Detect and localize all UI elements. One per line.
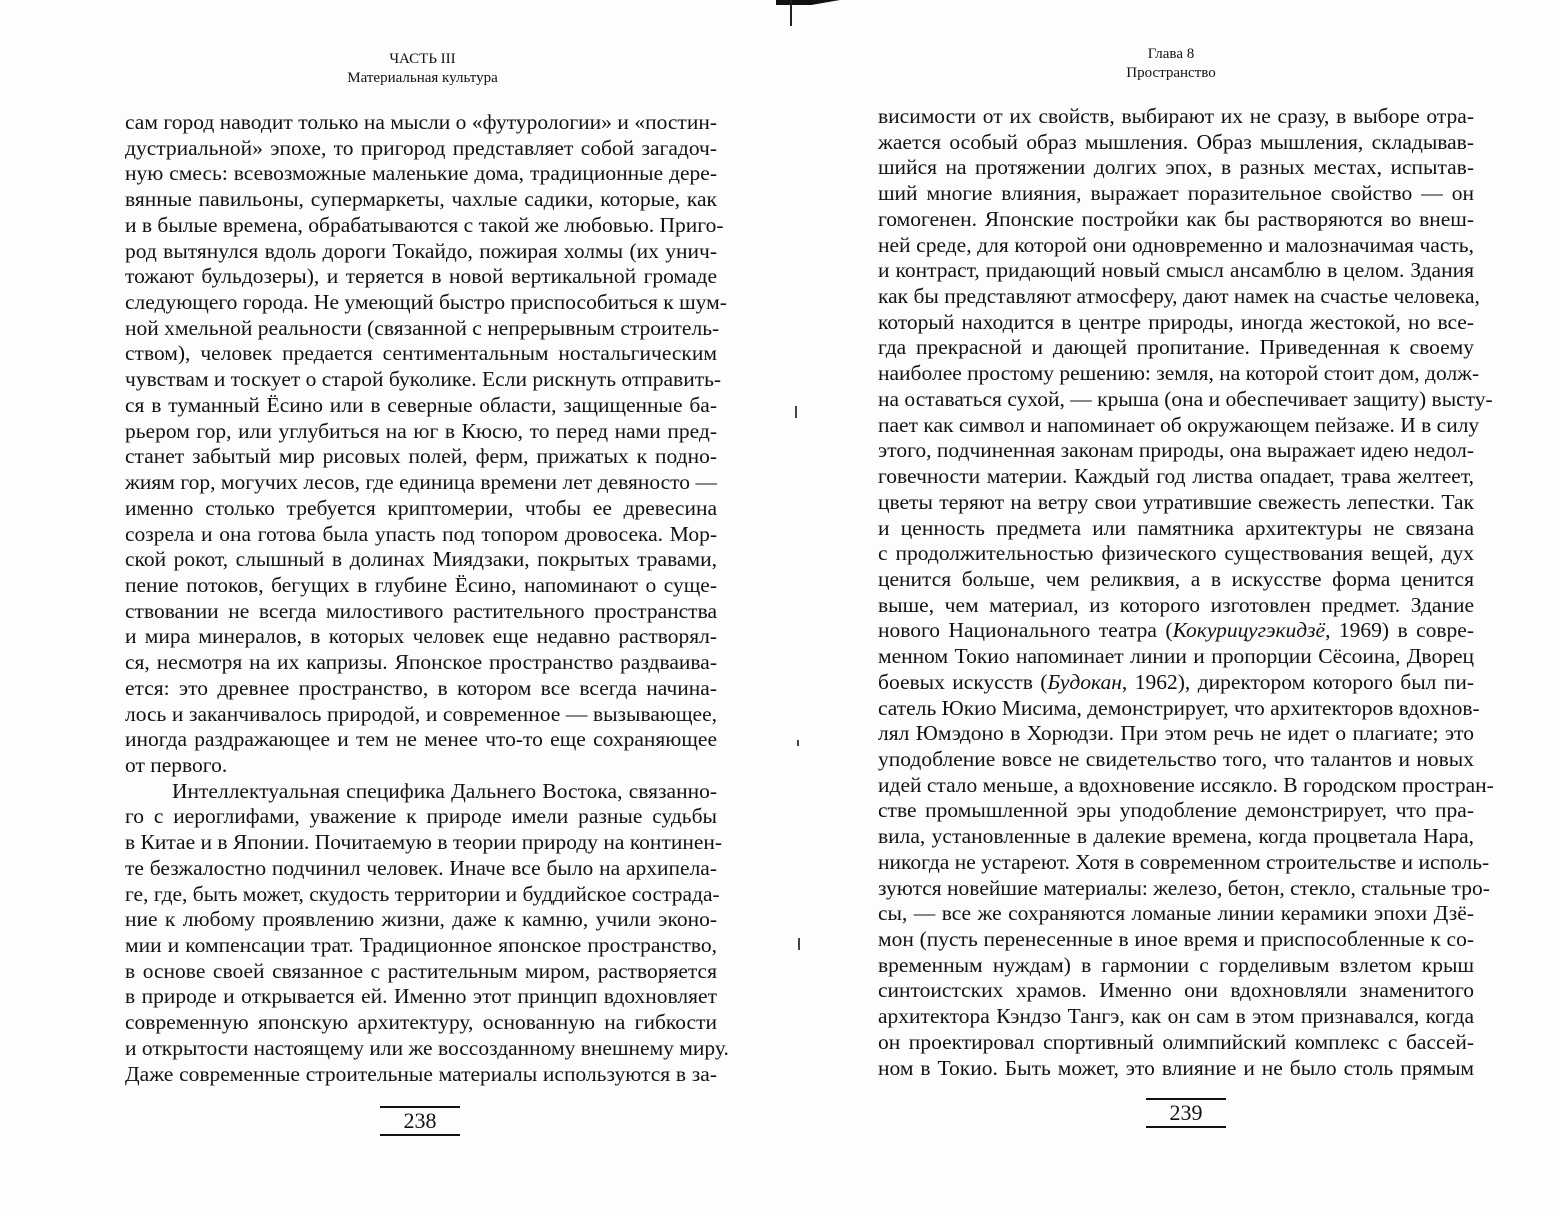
running-head [873,45,1469,83]
text-line: выше, чем материал, из которого изготовлен предмет. Здание [878,592,1474,617]
text-line: и мира минералов, в которых человек еще недавно растворял- [125,624,717,649]
theatre-name: Кокурицугэкидзё [1172,618,1326,643]
text-line: в основе своей связанное с растительным миром, растворяется [125,958,717,983]
right-page [790,0,1560,1209]
text-line: ший многие влияния, выражает поразительное свойство — он [878,181,1474,206]
text-line: как бы представляют атмосферу, дают намек на счастье человека, [878,284,1480,309]
text-line: никогда не устареют. Хотя в современном строительстве и исполь- [878,849,1490,874]
text-line: ценится больше, чем реликвия, а в искусстве форма ценится [878,566,1474,591]
text-line: ной хмельной реальности (связанной с непрерывным строитель- [125,315,720,340]
text-line: те безжалостно подчинил человек. Иначе все было на архипела- [125,855,717,880]
text-line: на оставаться сухой, — крыша (она и обеспечивает защиту) высту- [878,386,1493,411]
text-line: пает как символ и напоминает об окружающем пейзаже. И в силу [878,412,1480,437]
text-line: он проектировал спортивный олимпийский комплекс с бассей- [878,1029,1474,1054]
text-line: ской рокот, слышный в долинах Миядзаки, покрытых травами, [125,547,717,572]
text-line: от первого. [125,752,228,777]
text-line: сатель Юкио Мисима, демонстрирует, что архитекторов вдохнов- [878,695,1480,720]
text-line: гомогенен. Японские постройки как бы растворяются во внеш- [878,206,1474,231]
folio-rule [380,1134,460,1136]
text-line: жается особый образ мышления. Образ мышления, складывав- [878,129,1474,154]
text-line: и в былые времена, обрабатываются с такой же любовью. Приго- [125,212,724,237]
body-text [878,104,1494,1081]
text-line: говечности материи. Каждый год листва опадает, трава желтеет, [878,464,1474,489]
text-line-head: нового Национального театра ( [878,618,1173,643]
text-line: сы, — все же сохраняются ломаные линии керамики эпохи Дзё- [878,901,1474,926]
text-line: вила, установленные в далекие времена, когда процветала Нара, [878,824,1474,849]
text-line: и открытости настоящему или же воссозданному внешнему миру. [125,1035,729,1060]
text-line: лял Юмэдоно в Хорюдзи. При этом речь не идет о плагиате; это [878,721,1474,746]
text-line: иногда раздражающее и тем не менее что-то еще сохраняющее [125,727,717,752]
text-line: рьером гор, или углубиться на юг в Кюсю, то перед нами пред- [125,418,717,443]
text-line: мии и компенсации трат. Традиционное японское пространство, [125,933,717,957]
text-line: синтоистских храмов. Именно они вдохновляли знаменитого [878,978,1474,1003]
text-line: ге, где, быть может, скудость территории и буддийское сострада- [125,881,720,906]
page-number: 239 [1169,1100,1203,1125]
text-line: ся в туманный Ёсино или в северные области, защищенные ба- [125,392,717,417]
text-line: пение потоков, бегущих в глубине Ёсино, напоминают о суще- [125,572,717,597]
text-line: ствовании не всегда милостивого растительного пространства [125,598,717,623]
text-line: временным нуждам) в гармонии с горделивым взлетом крыш [878,952,1474,977]
running-head [125,50,720,88]
text-line: Интеллектуальная специфика Дальнего Востока, связанно- [172,778,717,803]
text-line: менном Токио напоминает линии и пропорции Сёсоина, Дворец [878,644,1474,669]
text-line: гда прекрасной и дающей пропитание. Приведенная к своему [878,335,1474,360]
text-line: современную японскую архитектуру, основанную на гибкости [125,1010,717,1035]
chapter-label: Глава 8 [1147,46,1195,62]
text-line: вянные павильоны, супермаркеты, чахлые садики, которые, как [125,187,717,212]
text-line [878,618,1474,644]
text-line: мон (пусть перенесенные в иное время и приспособленные к со- [878,927,1474,951]
body-text [125,110,729,1087]
text-line: лось и заканчивалось природой, и современное — вызывающее, [125,701,717,726]
part-label: ЧАСТЬ III [389,51,456,67]
text-line: созрела и она готова была упасть под топором дровосека. Мор- [125,521,717,546]
text-line-head: боевых искусств ( [878,669,1048,694]
text-line: с продолжительностью физического существования вещей, дух [878,541,1474,566]
text-line: ней среде, для которой они одновременно и малозначимая часть, [878,232,1474,257]
folio-rule [1146,1126,1226,1128]
chapter-title: Пространство [1126,65,1216,81]
text-line: го с иероглифами, уважение к природе имели разные судьбы [125,804,717,829]
text-line: жиям гор, могучих лесов, где единица времени лет девяносто — [125,470,717,495]
text-line: который находится в центре природы, иногда жестокой, но все- [878,309,1474,334]
text-line: цветы теряют на ветру свои утратившие свежесть лепестки. Так [878,489,1474,514]
text-line: ном в Токио. Быть может, это влияние и не было столь прямым [878,1055,1474,1080]
text-line: следующего города. Не умеющий быстро приспособиться к шум- [125,290,727,315]
page-number: 238 [403,1108,437,1133]
text-line: и контраст, придающий новый смысл ансамблю в целом. Здания [878,258,1474,283]
text-line: этого, подчиненная законам природы, она выражает идею недол- [878,438,1474,463]
text-line: уподобление вовсе не свидетельство того, что талантов и новых [878,746,1474,771]
text-line: чувствам и тоскует о старой буколике. Если рискнуть отправить- [125,367,722,392]
text-line: ние к любому проявлению жизни, даже к камню, учили эконо- [125,907,717,932]
text-line: ством), человек предается сентиментальным ностальгическим [125,341,717,366]
text-line: стве промышленной эры уподобление демонстрирует, что пра- [878,798,1474,823]
text-line-tail: , 1969) в совре- [1325,618,1474,643]
text-line: дустриальной» эпохе, то пригород представляет собой загадоч- [125,135,717,160]
text-line: в Китае и в Японии. Почитаемую в теории природу на континен- [125,830,723,855]
text-line: зуются новейшие материалы: железо, бетон, стекло, стальные тро- [878,875,1490,900]
budokan-name: Будокан [1047,669,1122,694]
text-line: архитектора Кэндзо Тангэ, как он сам в этом признавался, когда [878,1004,1474,1029]
text-line: род вытянулся вдоль дороги Токайдо, пожирая холмы (их унич- [125,238,717,263]
section-title: Материальная культура [347,70,498,86]
text-line: станет забытый мир рисовых полей, ферм, прижатых к подно- [125,444,717,469]
text-line: тожают бульдозеры), и теряется в новой вертикальной громаде [125,264,717,289]
text-line: шийся на протяжении долгих эпох, в разных местах, испытав- [878,155,1474,180]
text-line: и ценность предмета или памятника архитектуры не связана [878,515,1474,540]
text-line: висимости от их свойств, выбирают их не сразу, в выборе отра- [878,104,1474,128]
text-line: ную смесь: всевозможные маленькие дома, традиционные дере- [125,161,717,186]
text-line: наиболее простому решению: земля, на которой стоит дом, долж- [878,361,1480,386]
text-line-tail: , 1962), директором которого был пи- [1121,669,1474,694]
text-line: в природе и открывается ей. Именно этот принцип вдохновляет [125,984,717,1009]
text-line: ся, несмотря на их капризы. Японское пространство раздваива- [125,650,717,675]
text-line: ется: это древнее пространство, в котором все всегда начина- [125,675,717,700]
text-line: Даже современные строительные материалы используются в за- [125,1061,717,1086]
text-line [878,670,1474,696]
text-line: именно столько требуется криптомерии, чтобы ее древесина [125,495,717,520]
text-line: идей стало меньше, а вдохновение иссякло. В городском простран- [878,772,1494,797]
text-line: сам город наводит только на мысли о «футурологии» и «постин- [125,110,717,134]
